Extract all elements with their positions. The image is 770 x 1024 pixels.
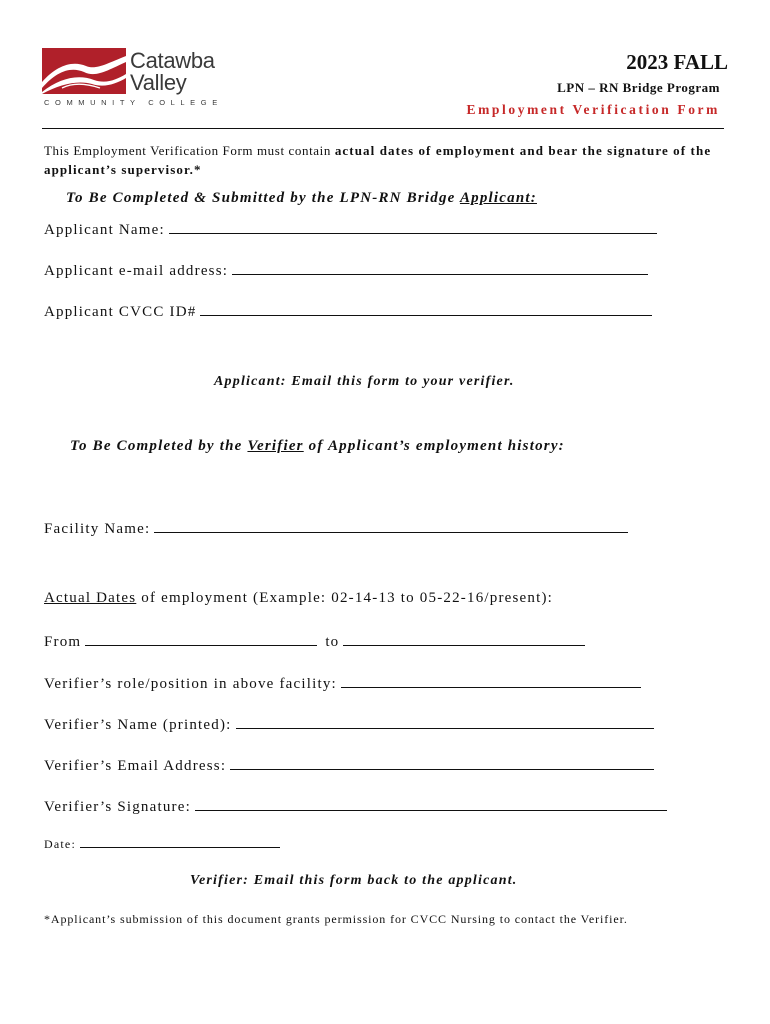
applicant-email-field[interactable]	[232, 260, 648, 275]
dates-label-text: of employment (Example: 02-14-13 to 05-22-16/present):	[136, 590, 554, 606]
verifier-email-label: Verifier’s Email Address:	[44, 758, 227, 774]
intro-text: This Employment Verification Form must contain	[44, 143, 335, 158]
intro-paragraph	[44, 141, 724, 179]
verifier-email-row	[44, 755, 654, 775]
verifier-printed-name-label: Verifier’s Name (printed):	[44, 717, 232, 733]
verifier-email-field[interactable]	[230, 755, 654, 770]
dates-from-to-row	[44, 631, 585, 651]
program-heading: LPN – RN Bridge Program	[557, 80, 720, 95]
verifier-title-text: To Be Completed by the	[70, 438, 248, 454]
applicant-name-field[interactable]	[169, 219, 657, 234]
verifier-role-label: Verifier’s role/position in above facility:	[44, 676, 337, 692]
verifier-section-title	[70, 438, 565, 455]
applicant-section-title	[66, 190, 537, 207]
applicant-id-label: Applicant CVCC ID#	[44, 304, 197, 320]
date-row	[44, 836, 280, 852]
verifier-instruction: Verifier: Email this form back to the applicant.	[190, 873, 518, 888]
from-date-field[interactable]	[85, 631, 317, 646]
applicant-id-field[interactable]	[200, 301, 652, 316]
applicant-title-text: To Be Completed & Submitted by the LPN-RN Bridge	[66, 190, 460, 206]
facility-name-label: Facility Name:	[44, 521, 151, 537]
facility-name-row	[44, 518, 628, 538]
applicant-email-label: Applicant e-mail address:	[44, 263, 229, 279]
verifier-title-suffix: of Applicant’s employment history:	[303, 438, 565, 454]
facility-name-field[interactable]	[154, 518, 628, 533]
from-label: From	[44, 634, 82, 650]
logo-name-line1: Catawba	[130, 48, 215, 73]
verifier-printed-name-row	[44, 714, 654, 734]
applicant-id-row	[44, 301, 652, 321]
date-label: Date:	[44, 837, 76, 851]
verifier-signature-field[interactable]	[195, 796, 667, 811]
header-divider	[42, 128, 724, 129]
applicant-instruction: Applicant: Email this form to your verifier.	[214, 374, 515, 389]
to-label: to	[325, 634, 340, 650]
date-field[interactable]	[80, 836, 280, 848]
verifier-printed-name-field[interactable]	[236, 714, 654, 729]
verifier-signature-row	[44, 796, 667, 816]
form-title: Employment Verification Form	[466, 102, 720, 117]
verifier-signature-label: Verifier’s Signature:	[44, 799, 191, 815]
applicant-name-label: Applicant Name:	[44, 222, 165, 238]
verifier-title-underlined: Verifier	[247, 438, 304, 454]
term-heading: 2023 FALL	[626, 50, 728, 74]
applicant-email-row	[44, 260, 648, 280]
applicant-title-underlined: Applicant:	[459, 190, 537, 206]
logo-name-line2: Valley	[130, 70, 187, 95]
logo-subtitle: COMMUNITY COLLEGE	[44, 98, 223, 107]
verifier-role-row	[44, 673, 641, 693]
applicant-name-row	[44, 219, 657, 239]
dates-label-underlined: Actual Dates	[44, 590, 137, 606]
verifier-role-field[interactable]	[341, 673, 641, 688]
to-date-field[interactable]	[343, 631, 585, 646]
college-logo	[42, 46, 232, 108]
intro-bold-text: actual dates of employment and bear the signature of the applicant’s supervisor.*	[44, 143, 712, 177]
dates-label-row	[44, 590, 553, 607]
footnote: *Applicant’s submission of this document grants permission for CVCC Nursing to contact the Verifier.	[44, 912, 628, 926]
mountain-logo-icon	[42, 48, 126, 94]
